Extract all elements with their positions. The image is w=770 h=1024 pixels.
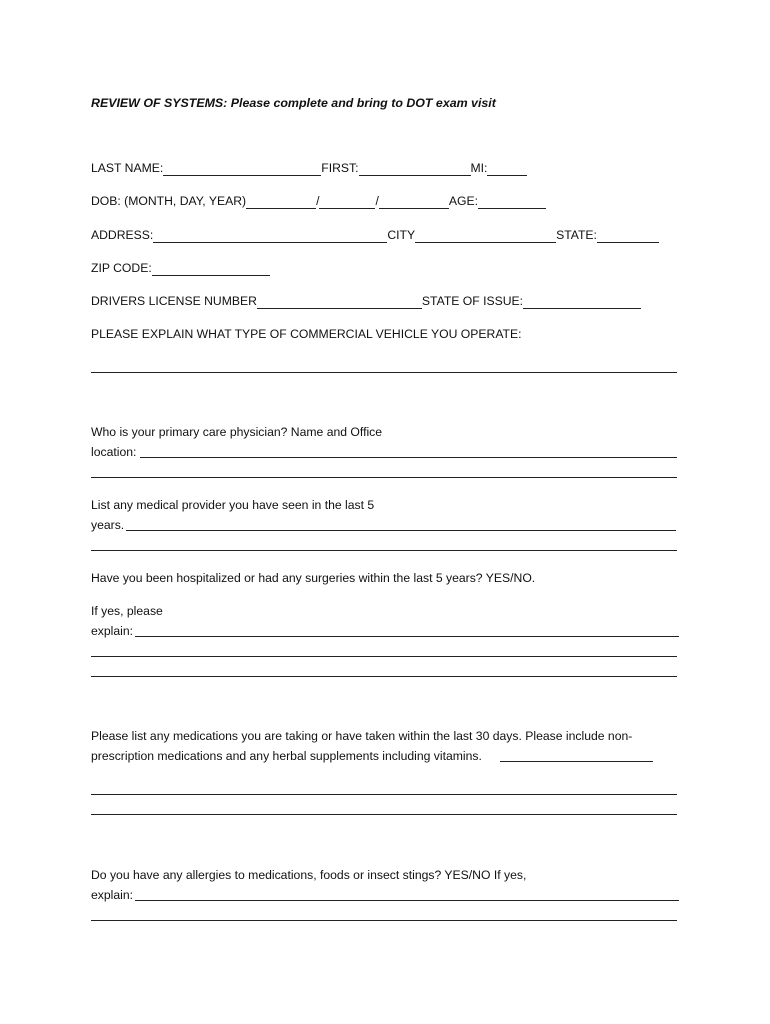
hospital-question: Have you been hospitalized or had any surgeries within the last 5 years? YES/NO. <box>91 571 536 585</box>
allergy-answer-line-1[interactable] <box>135 900 679 901</box>
meds-answer-line-2[interactable] <box>91 814 677 815</box>
hospital-if-yes: If yes, please <box>91 604 163 618</box>
vehicle-answer-line[interactable] <box>91 372 677 373</box>
meds-answer-line-inline[interactable] <box>500 761 653 762</box>
name-row <box>91 160 527 176</box>
address-field[interactable] <box>153 229 387 243</box>
middle-initial-label: MI: <box>470 161 488 175</box>
zip-row <box>91 260 270 276</box>
form-title: REVIEW OF SYSTEMS: Please complete and bring to DOT exam visit <box>91 96 496 110</box>
address-label: ADDRESS: <box>91 228 154 242</box>
hospital-answer-line-1[interactable] <box>135 636 679 637</box>
providers-answer-line-2[interactable] <box>91 550 677 551</box>
dob-row <box>91 193 546 209</box>
hospital-answer-line-2[interactable] <box>91 656 677 657</box>
meds-answer-line-1[interactable] <box>91 794 677 795</box>
providers-answer-line-1[interactable] <box>126 530 676 531</box>
age-label: AGE: <box>448 194 478 208</box>
vehicle-question: PLEASE EXPLAIN WHAT TYPE OF COMMERCIAL VEHICLE YOU OPERATE: <box>91 327 522 341</box>
physician-question: Who is your primary care physician? Name and Office <box>91 425 383 439</box>
state-of-issue-field[interactable] <box>523 295 641 309</box>
last-name-field[interactable] <box>163 162 321 176</box>
dob-month-field[interactable] <box>246 195 316 209</box>
city-field[interactable] <box>415 229 556 243</box>
license-field[interactable] <box>257 295 422 309</box>
meds-question-line-2: prescription medications and any herbal supplements including vitamins. <box>91 749 482 763</box>
hospital-answer-line-3[interactable] <box>91 676 677 677</box>
providers-question: List any medical provider you have seen in the last 5 <box>91 498 375 512</box>
dob-slash-1: / <box>316 194 320 208</box>
hospital-explain-label: explain: <box>91 624 134 638</box>
allergy-question: Do you have any allergies to medications, foods or insect stings? YES/NO If yes, <box>91 868 527 882</box>
dob-year-field[interactable] <box>379 195 449 209</box>
address-row <box>91 227 659 243</box>
dob-day-field[interactable] <box>319 195 375 209</box>
physician-answer-line-1[interactable] <box>140 457 677 458</box>
state-field[interactable] <box>597 229 659 243</box>
license-row <box>91 293 641 309</box>
license-label: DRIVERS LICENSE NUMBER <box>91 294 257 308</box>
state-label: STATE: <box>556 228 597 242</box>
first-name-field[interactable] <box>359 162 471 176</box>
age-field[interactable] <box>478 195 546 209</box>
dob-slash-2: / <box>375 194 379 208</box>
state-of-issue-label: STATE OF ISSUE: <box>421 294 524 308</box>
allergy-answer-line-2[interactable] <box>91 920 677 921</box>
first-name-label: FIRST: <box>321 161 359 175</box>
physician-answer-line-2[interactable] <box>91 477 677 478</box>
meds-question-line-1: Please list any medications you are taking or have taken within the last 30 days. Please include non- <box>91 729 633 743</box>
physician-label: location: <box>91 445 137 459</box>
last-name-label: LAST NAME: <box>91 161 164 175</box>
dob-label: DOB: (MONTH, DAY, YEAR) <box>91 194 247 208</box>
city-label: CITY <box>387 228 416 242</box>
providers-label: years. <box>91 518 125 532</box>
zip-field[interactable] <box>152 262 270 276</box>
middle-initial-field[interactable] <box>487 162 527 176</box>
zip-label: ZIP CODE: <box>91 261 152 275</box>
allergy-explain-label: explain: <box>91 888 134 902</box>
